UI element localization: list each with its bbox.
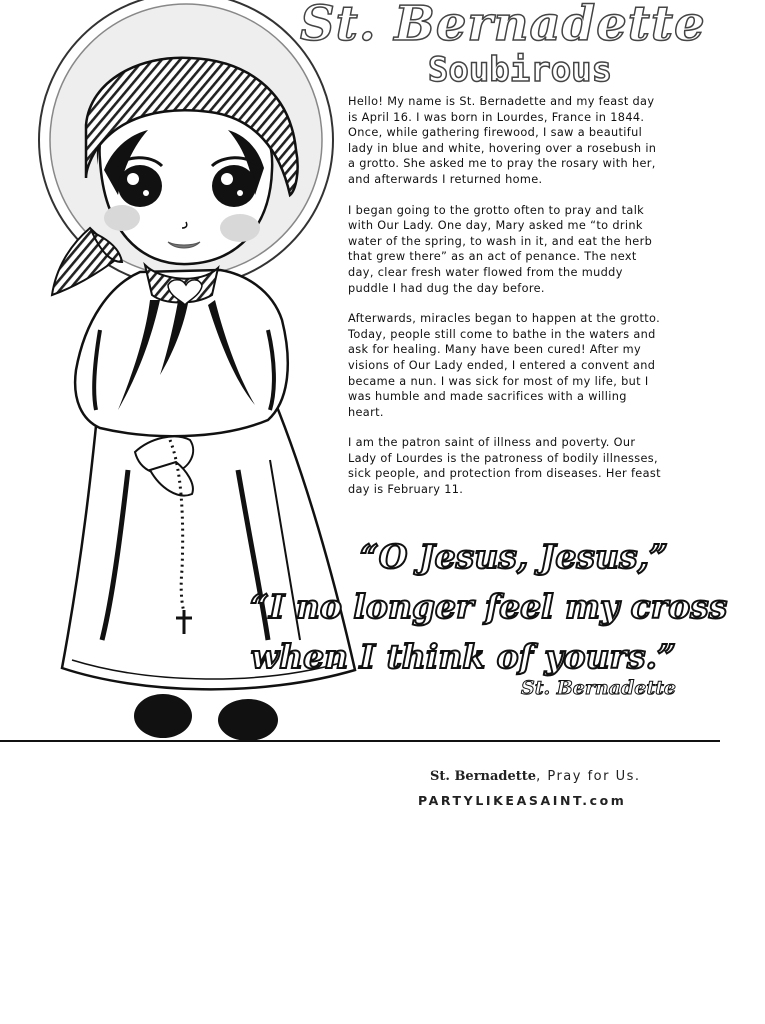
quote-line: “O Jesus, Jesus,” <box>359 537 668 576</box>
title-surname: Soubirous <box>427 50 613 90</box>
quote-line: when I think of yours.” <box>250 637 676 676</box>
footer-prayer <box>430 768 680 786</box>
story-paragraph: I began going to the grotto often to pray and talk with Our Lady. One day, Mary asked me “to drink water of the spring, to wash in it, and eat the herb that grew there” as an act of penance. The next day, clear fresh water flowed from the muddy puddle I had dug the day before. <box>348 203 653 295</box>
story-text <box>348 94 666 513</box>
quote-line: “I no longer feel my cross <box>250 587 728 626</box>
story-paragraph: Afterwards, miracles began to happen at the grotto. Today, people still come to bathe in the waters and ask for healing. Many have been cured! After my visions of Our Lady ended, I entered a convent and became a nun. I was sick for most of my life, but I was humble and made sacrifices with a willing heart. <box>348 312 661 419</box>
title-saint-name: St. Bernadette <box>300 0 706 52</box>
footer-saint-name: St. Bernadette <box>430 769 537 784</box>
footer-pray-text: , Pray for Us. <box>536 769 641 784</box>
quote-block <box>250 532 728 700</box>
story-paragraph: Hello! My name is St. Bernadette and my feast day is April 16. I was born in Lourdes, France in 1844. Once, while gathering firewood, I saw a beautiful lady in blue and white, hovering over a rosebush in a grotto. She asked me to pray the rosary with her, and afterwards I returned home. <box>348 95 657 186</box>
ground-line <box>0 740 720 742</box>
feet <box>134 694 278 741</box>
footer-website: PARTYLIKEASAINT.com <box>418 793 627 808</box>
story-paragraph: I am the patron saint of illness and poverty. Our Lady of Lourdes is the patroness of bodily illnesses, sick people, and protection from diseases. Her feast day is February 11. <box>348 436 661 497</box>
quote-attribution: St. Bernadette <box>520 677 676 699</box>
